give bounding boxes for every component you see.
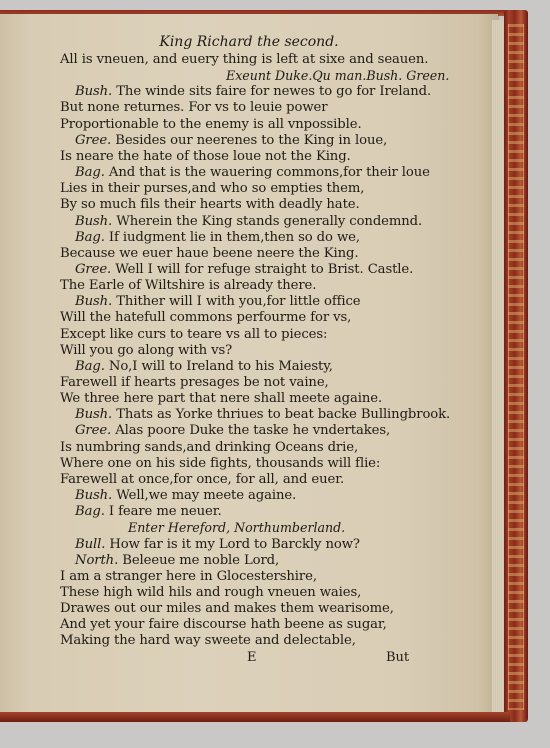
text-line bbox=[60, 278, 316, 294]
text-line bbox=[60, 375, 329, 391]
text-line bbox=[60, 391, 382, 407]
speaker-prefix: Gree. bbox=[75, 261, 112, 277]
verse-text: No,I will to Ireland to his Maiesty, bbox=[108, 358, 333, 374]
verse-text: All is vneuen, and euery thing is left at sixe and seauen. bbox=[60, 52, 429, 67]
verse-text: And that is the wauering commons,for their loue bbox=[108, 165, 430, 181]
verse-text: We three here part that nere shall meete againe. bbox=[60, 391, 383, 407]
speaker-prefix: Gree. bbox=[75, 423, 112, 439]
text-line bbox=[60, 617, 387, 633]
speaker-prefix: Bag. bbox=[75, 165, 105, 181]
verse-text: By so much fils their hearts with deadly hate. bbox=[60, 197, 360, 213]
speaker-prefix: Bag. bbox=[75, 504, 105, 520]
text-line bbox=[60, 181, 364, 197]
text-line bbox=[75, 294, 361, 310]
speaker-prefix: Bag. bbox=[75, 229, 105, 245]
verse-text: Well,we may meete againe. bbox=[116, 488, 297, 504]
text-line bbox=[60, 327, 327, 343]
text-line bbox=[75, 230, 360, 246]
speaker-prefix: Bull. bbox=[75, 536, 106, 552]
verse-text: I am a stranger here in Glocestershire, bbox=[60, 568, 317, 584]
verse-text: Making the hard way sweete and delectable, bbox=[60, 633, 356, 649]
text-line bbox=[60, 472, 344, 488]
text-line bbox=[60, 310, 351, 326]
verse-text: Is numbring sands,and drinking Oceans drie, bbox=[60, 439, 359, 455]
text-line bbox=[60, 149, 351, 165]
text-line bbox=[60, 100, 327, 116]
text-line bbox=[60, 569, 317, 585]
stage-direction: Exeunt Duke.Qu man.Bush. Green. bbox=[226, 68, 450, 84]
text-line bbox=[75, 214, 422, 230]
binding-ornament bbox=[508, 24, 524, 710]
text-line bbox=[60, 601, 394, 617]
verse-text: Alas poore Duke the taske he vndertakes, bbox=[115, 423, 391, 439]
verse-text: I feare me neuer. bbox=[108, 504, 222, 520]
speaker-prefix: Bag. bbox=[75, 358, 105, 374]
binding-bottom-edge bbox=[0, 712, 510, 722]
verse-text: Thats as Yorke thriues to beat backe Bullingbrook. bbox=[116, 407, 451, 423]
verse-text: Farewell if hearts presages be not vaine, bbox=[60, 375, 329, 390]
verse-text: Will you go along with vs? bbox=[60, 342, 233, 358]
running-header: King Richard the second. bbox=[159, 34, 339, 50]
text-line bbox=[60, 343, 232, 359]
verse-text: Well I will for refuge straight to Brist. Castle. bbox=[115, 261, 414, 277]
verse-text: Will the hatefull commons perfourme for vs, bbox=[60, 310, 352, 326]
verse-text: Farewell at once,for once, for all, and euer. bbox=[60, 471, 345, 487]
text-line bbox=[60, 117, 362, 133]
verse-text: But none returnes. For vs to leuie power bbox=[60, 100, 328, 116]
text-line bbox=[60, 52, 428, 68]
verse-text: Because we euer haue beene neere the King. bbox=[60, 245, 359, 261]
verse-text: How far is it my Lord to Barckly now? bbox=[109, 536, 360, 552]
verse-text: These high wild hils and rough vneuen waies, bbox=[60, 584, 362, 600]
text-line bbox=[75, 407, 450, 423]
speaker-prefix: Bush. bbox=[75, 407, 113, 423]
verse-text: Wherein the King stands generally condemnd. bbox=[116, 213, 423, 229]
text-line bbox=[75, 165, 430, 181]
verse-text: The winde sits faire for newes to go for Ireland. bbox=[116, 84, 432, 100]
verse-text: Besides our neerenes to the King in loue, bbox=[115, 132, 388, 148]
speaker-prefix: Bush. bbox=[75, 294, 113, 310]
text-line bbox=[75, 537, 360, 553]
verse-text: And yet your faire discourse hath beene as sugar, bbox=[60, 617, 387, 633]
verse-text: Where one on his side fights, thousands will flie: bbox=[60, 455, 381, 471]
verse-text: Proportionable to the enemy is all vnpossible. bbox=[60, 116, 362, 132]
text-line bbox=[60, 456, 380, 472]
text-line bbox=[75, 423, 390, 439]
stage-direction: Enter Hereford, Northumberland. bbox=[128, 520, 346, 536]
verse-text: Is neare the hate of those loue not the King. bbox=[60, 148, 351, 164]
verse-text: Thither will I with you,for little office bbox=[116, 294, 361, 310]
text-line bbox=[60, 633, 356, 649]
signature-mark: E bbox=[247, 650, 257, 665]
text-line bbox=[75, 553, 279, 569]
text-line bbox=[60, 585, 361, 601]
verse-text: Beleeue me noble Lord, bbox=[122, 552, 280, 568]
verse-text: Except like curs to teare vs all to pieces: bbox=[60, 326, 328, 342]
text-line bbox=[60, 246, 358, 262]
verse-text: Lies in their purses,and who so empties them, bbox=[60, 181, 365, 197]
catchword: But bbox=[386, 650, 410, 665]
speaker-prefix: North. bbox=[75, 552, 119, 568]
text-line bbox=[75, 262, 413, 278]
text-line bbox=[75, 488, 296, 504]
speaker-prefix: Gree. bbox=[75, 132, 112, 148]
verse-text: Drawes out our miles and makes them wearisome, bbox=[60, 601, 394, 617]
text-line bbox=[60, 440, 358, 456]
verse-text: The Earle of Wiltshire is already there. bbox=[60, 278, 317, 294]
speaker-prefix: Bush. bbox=[75, 488, 113, 504]
speaker-prefix: Bush. bbox=[75, 84, 113, 100]
text-line bbox=[60, 197, 360, 213]
text-line bbox=[75, 84, 431, 100]
text-line bbox=[75, 359, 333, 375]
text-line bbox=[75, 133, 387, 149]
text-line bbox=[75, 504, 222, 520]
verse-text: If iudgment lie in them,then so do we, bbox=[108, 229, 360, 245]
speaker-prefix: Bush. bbox=[75, 213, 113, 229]
